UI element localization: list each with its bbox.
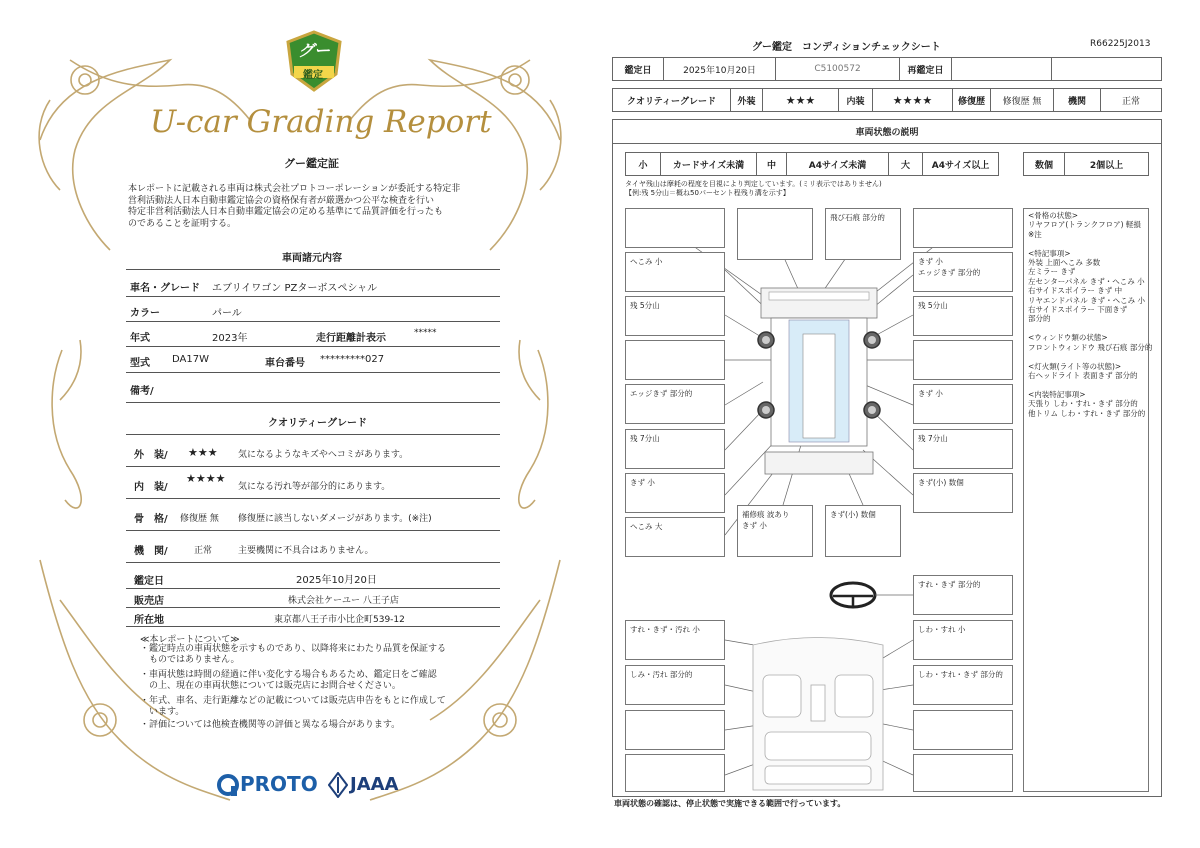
ext-box-right-1 [913, 252, 1013, 292]
car-name-label: 車名・グレード [130, 283, 200, 294]
condition-box-text: 残 7分山 [630, 434, 660, 443]
year-value: 2023年 [212, 333, 248, 344]
document-id: R66225J2013 [1090, 39, 1151, 49]
frame-rating: 修復歴 無 [180, 514, 219, 524]
sheet-title: グー鑑定 コンディションチェックシート [752, 42, 941, 53]
exterior-label: 外装 [730, 89, 762, 111]
ext-box-top-left [625, 208, 725, 248]
int-box-left-1 [625, 620, 725, 660]
ext-box-top-center [737, 208, 813, 260]
badge-text-kantei: 鑑定 [303, 70, 323, 81]
model-label: 型式 [130, 358, 150, 369]
side-notes-panel [1023, 208, 1153, 792]
interior-rating: ★★★★ [186, 472, 226, 485]
exterior-value: ★★★ [762, 89, 838, 111]
ext-box-right-5 [913, 429, 1013, 469]
ext-box-right-2 [913, 296, 1013, 336]
count-label: 数個 [1034, 160, 1053, 171]
note-item: ・年式、車名、走行距離などの記載については販売店申告をもとに作成して います。 [140, 696, 446, 717]
note-item: ・車両状態は時間の経過に伴い変化する場合もあるため、鑑定日をご確認 の上、現在の車両状態については販売店にお問合せください。 [140, 670, 437, 691]
remarks-label: 備考/ [130, 386, 154, 397]
badge-text-goo: グー [298, 41, 331, 60]
frame-label: 骨 格/ [134, 514, 168, 525]
engine-label: 機 関/ [134, 546, 168, 557]
address-value: 東京都八王子市小比企町539-12 [274, 615, 405, 625]
dealer-label: 販売店 [134, 596, 164, 607]
ext-box-left-6 [625, 473, 725, 513]
proto-logo-icon [216, 772, 240, 798]
address-label: 所在地 [134, 615, 164, 626]
int-box-right-2 [913, 620, 1013, 660]
repair-history-value: 修復歴 無 [990, 89, 1053, 111]
section-heading: 車両状態の説明 [855, 128, 919, 138]
ext-box-bottom-2 [825, 505, 901, 557]
mileage-label: 走行距離計表示 [316, 333, 386, 344]
jaaa-logo-text: JAAA [350, 774, 399, 795]
intro-text: 本レポートに記載される車両は株式会社プロトコーポレーションが委託する特定非 営利活動法人日本自動車鑑定協会の資格保有者が厳選かつ公平な検査を行い 特定非営利活動法人日本自動車鑑定協会の定める基準にて品質評価を行ったも のであることを証明する。 [128, 184, 461, 229]
engine-label: 機関 [1053, 89, 1100, 111]
notes-heading: ≪本レポートについて≫ [140, 635, 240, 645]
reappraisal-label: 再鑑定日 [899, 58, 951, 80]
ext-box-top-center-2 [825, 208, 901, 260]
condition-box-text: きず 小 [630, 478, 655, 487]
frame-desc: 修復歴に該当しないダメージがあります。(※注) [238, 514, 432, 524]
int-box-left-4 [625, 754, 725, 792]
repair-history-label: 修復歴 [952, 89, 990, 111]
int-box-left-3 [625, 710, 725, 750]
condition-box-text: 残 7分山 [918, 434, 948, 443]
chassis-label: 車台番号 [265, 358, 305, 369]
condition-box-text: 残 5分山 [630, 301, 660, 310]
int-box-left-2 [625, 665, 725, 705]
int-box-right-5 [913, 754, 1013, 792]
condition-box-text: すれ・きず・汚れ 小 [630, 625, 700, 634]
condition-box-text: きず(小) 数個 [918, 478, 964, 487]
exterior-desc: 気になるようなキズやヘコミがあります。 [238, 450, 409, 460]
interior-label: 内装 [838, 89, 872, 111]
interior-label: 内 装/ [134, 482, 168, 493]
engine-rating: 正常 [194, 546, 213, 556]
appraisal-code: C5100572 [775, 58, 899, 80]
car-top-view-icon [758, 288, 880, 474]
condition-box-text: しみ・汚れ 部分的 [630, 670, 693, 679]
ext-box-top-right [913, 208, 1013, 248]
ext-box-bottom-1 [737, 505, 813, 557]
ext-box-left-7 [625, 517, 725, 557]
engine-value: 正常 [1100, 89, 1161, 111]
ext-box-right-3 [913, 340, 1013, 380]
engine-desc: 主要機関に不具合はありません。 [238, 546, 374, 556]
quality-grade-row [612, 88, 1162, 112]
appraisal-date-row [612, 57, 1162, 81]
int-box-right-1 [913, 575, 1013, 615]
ext-box-right-4 [913, 384, 1013, 424]
condition-box-text: きず 小 エッジきず 部分的 [918, 257, 981, 277]
ext-box-right-6 [913, 473, 1013, 513]
appraisal-date-label: 鑑定日 [624, 65, 652, 76]
ext-box-left-2 [625, 296, 725, 336]
dealer-value: 株式会社ケーユー 八王子店 [288, 596, 399, 606]
reappraisal-extra [1051, 58, 1161, 80]
condition-box-text: しわ・すれ 小 [918, 625, 966, 634]
ext-box-left-5 [625, 429, 725, 469]
condition-box-text: 残 5分山 [918, 301, 948, 310]
condition-box-text: すれ・きず 部分的 [918, 580, 981, 589]
condition-box-text: 補修痕 波あり きず 小 [742, 510, 790, 530]
year-label: 年式 [130, 333, 150, 344]
chassis-value: *********027 [320, 354, 385, 365]
color-value: パール [212, 308, 242, 319]
spec-heading: 車両諸元内容 [282, 253, 342, 264]
condition-box-text: へこみ 小 [630, 257, 663, 266]
tire-note: タイヤ残山は摩耗の程度を目視により判定しています。(ミリ表示ではありません) 【例:残 5分山＝概ね50パーセント程残り溝を示す】 [625, 180, 882, 197]
certificate-subtitle: グー鑑定証 [284, 157, 339, 170]
condition-box-text: 飛び石痕 部分的 [830, 213, 885, 222]
appraisal-date-label: 鑑定日 [134, 576, 164, 587]
interior-desc: 気になる汚れ等が部分的にあります。 [238, 482, 391, 492]
vehicle-condition-panel [612, 119, 1162, 797]
count-value: 2個以上 [1064, 153, 1148, 175]
appraisal-date-value: 2025年10月20日 [296, 575, 377, 586]
condition-box-text: しわ・すれ・きず 部分的 [918, 670, 1003, 679]
quality-grade-label: クオリティーグレード [626, 96, 717, 107]
model-value: DA17W [172, 354, 209, 365]
size-medium-label: 中 [756, 153, 786, 175]
exterior-rating: ★★★ [188, 446, 218, 459]
condition-box-text: きず 小 [918, 389, 943, 398]
size-large-label: 大 [888, 153, 922, 175]
side-notes-text: <骨格の状態> リヤフロア(トランクフロア) 軽損 ※注 <特記事項> 外装 上面へこみ 多数 左ミラー きず 左センターパネル きず・へこみ 小 右サイドスポイラー きず 中 リヤエンドパネル きず・へこみ 小 右サイドスポイラー 下面きず 部分的 <ウィンドウ類の状態> フロントウィンドウ 飛び石痕 部分的 <灯火類(ライト等の状態)> 右ヘッドライト 表面きず 部分的 <内装特記事項> 天張り しわ・すれ・きず 部分的 他トリム しわ・すれ・きず 部分的 [1028, 211, 1153, 418]
mileage-value: ***** [414, 328, 437, 338]
interior-value: ★★★★ [872, 89, 952, 111]
steering-wheel-icon [831, 583, 875, 607]
size-small-label: 小 [638, 160, 648, 171]
jaaa-logo-icon [328, 772, 348, 798]
size-large-value: A4サイズ以上 [922, 153, 998, 175]
condition-box-text: きず(小) 数個 [830, 510, 876, 519]
size-small-value: カードサイズ未満 [660, 153, 756, 175]
script-title: U-car Grading Report [150, 104, 492, 140]
int-box-right-3 [913, 665, 1013, 705]
color-label: カラー [130, 308, 160, 319]
quality-heading: クオリティーグレード [268, 418, 367, 429]
ext-box-left-1 [625, 252, 725, 292]
int-box-right-4 [913, 710, 1013, 750]
ext-box-left-4 [625, 384, 725, 424]
size-medium-value: A4サイズ未満 [786, 153, 888, 175]
proto-logo [216, 770, 326, 800]
goo-kantei-badge-icon [286, 30, 342, 92]
note-item: ・評価については他検査機関等の評価と異なる場合があります。 [140, 720, 401, 730]
condition-box-text: へこみ 大 [630, 522, 663, 531]
jaaa-logo [328, 770, 408, 800]
sheet-footer: 車両状態の確認は、停止状態で実施できる範囲で行っています。 [614, 799, 846, 808]
proto-logo-text: PROTO [240, 772, 318, 796]
appraisal-date-value: 2025年10月20日 [663, 58, 775, 80]
condition-box-text: エッジきず 部分的 [630, 389, 693, 398]
reappraisal-value [951, 58, 1051, 80]
note-item: ・鑑定時点の車両状態を示すものであり、以降将来にわたり品質を保証する ものではありません。 [140, 644, 447, 665]
exterior-label: 外 装/ [134, 450, 168, 461]
car-name-value: エブリイワゴン PZターボスペシャル [212, 283, 378, 294]
ext-box-left-3 [625, 340, 725, 380]
car-interior-view-icon [753, 638, 883, 791]
